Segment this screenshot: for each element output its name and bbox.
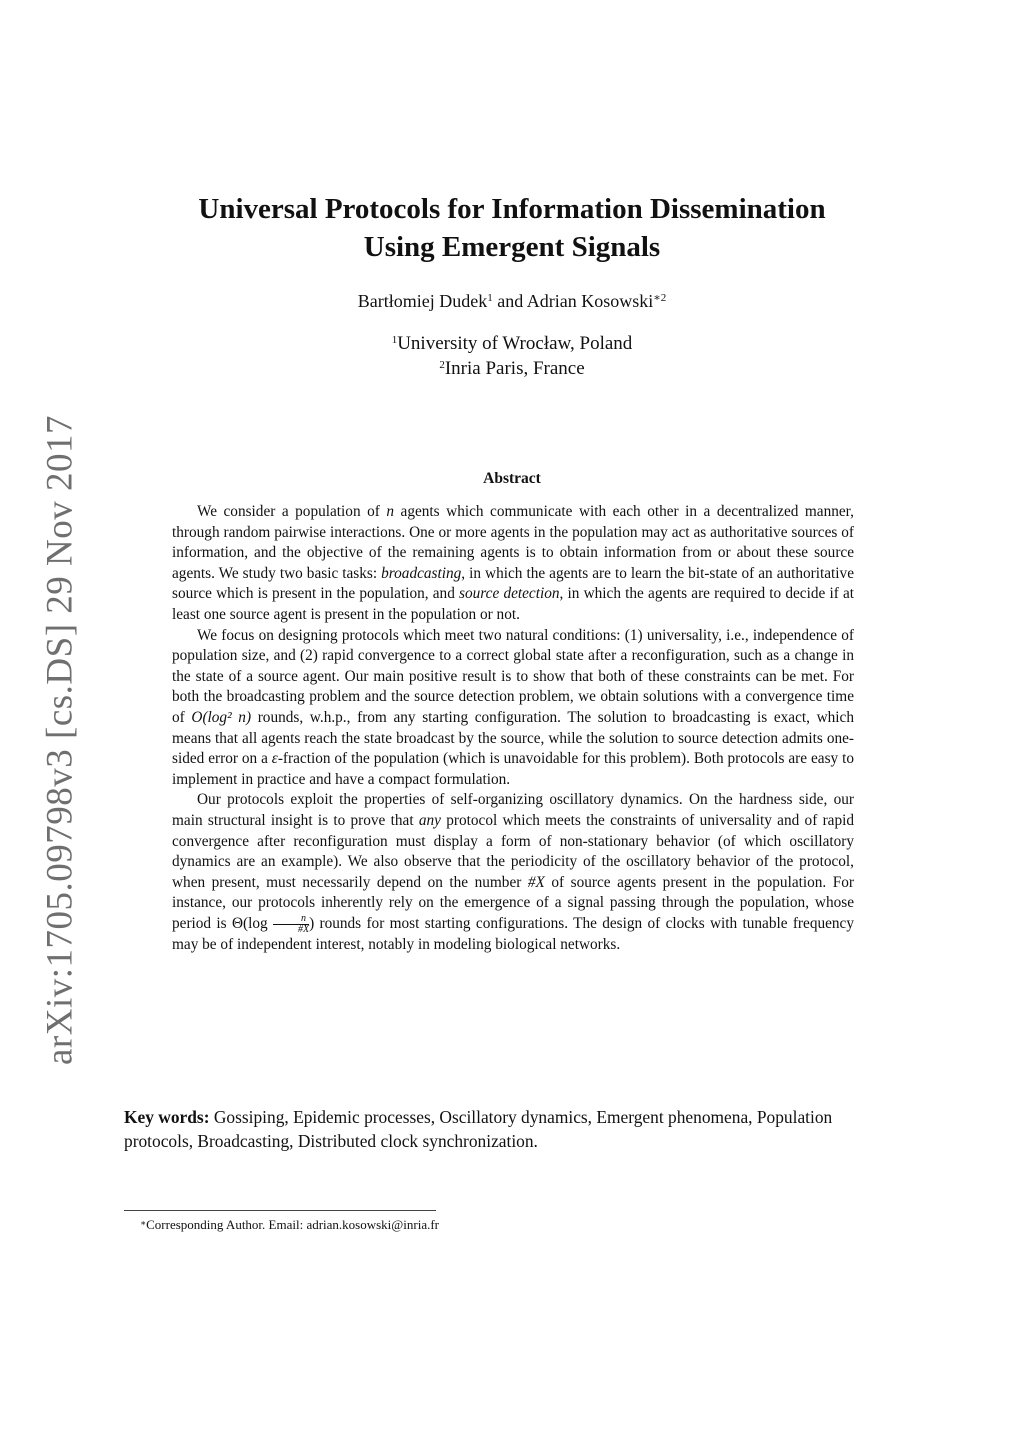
abstract-p3-text-d: rounds for most starting configurations. The design of clocks with tunable frequency may be of independent interest, notably in modeling biological networks. xyxy=(172,914,854,953)
math-epsilon: ε xyxy=(271,750,278,768)
footnote-rule xyxy=(124,1210,436,1211)
abstract-paragraph-2 xyxy=(172,626,854,791)
abstract-p3-text-c: of source agents present in the population. For instance, our protocols inherently rely on the emergence of a signal passing through the population, whose period is xyxy=(172,873,854,932)
abstract-body xyxy=(172,502,854,955)
math-number-x: #X xyxy=(527,873,545,891)
affiliation-1-mark: 1 xyxy=(391,334,398,346)
author-list xyxy=(0,288,1024,314)
title-line-1: Universal Protocols for Information Dissemination xyxy=(198,193,826,225)
math-n: n xyxy=(386,503,395,520)
emphasis-broadcasting: broadcasting xyxy=(381,564,462,582)
footnote-mark: ∗ xyxy=(140,1218,147,1228)
math-fraction xyxy=(273,914,309,935)
keywords xyxy=(124,1105,904,1153)
affiliations xyxy=(0,331,1024,381)
fraction-numerator: n xyxy=(301,912,306,924)
abstract-p1-text-d: , in which the agents are required to decide if at least one source agent is present in the population or not. xyxy=(172,585,855,623)
paper-title xyxy=(0,190,1024,266)
abstract-p2-text-b: rounds, w.h.p., from any starting configuration. The solution to broadcasting is exact, which means that all agents reach the state broadcast by the source, while the solution to source detection admits one-sided error on a xyxy=(172,708,854,768)
affiliation-1 xyxy=(0,331,1024,356)
title-line-2: Using Emergent Signals xyxy=(363,231,661,263)
abstract-heading: Abstract xyxy=(483,470,541,487)
arxiv-id-text: arXiv:1705.09798v3 [cs.DS] 29 Nov 2017 xyxy=(39,414,81,1066)
abstract-p1-text-c: , in which the agents are to learn the bit-state of an authoritative source which is present in the population, and xyxy=(172,564,854,603)
affiliation-2-mark: 2 xyxy=(439,359,445,371)
fraction-denominator: #X xyxy=(273,924,309,935)
author-1-mark: 1 xyxy=(487,292,493,304)
author-conjunction: and xyxy=(497,291,524,311)
abstract-p1-text-b: agents which communicate with each other in a decentralized manner, through random pairwise interactions. One or more agents in the population may act as authoritative sources of information, and the objective of the remaining agents is to obtain information from or about these source agents. We study two basic tasks: xyxy=(172,503,854,582)
affiliation-1-name: University of Wrocław, Poland xyxy=(397,333,633,354)
abstract-p1-text-a: We consider a population of xyxy=(197,503,387,520)
abstract-p2-text-a: We focus on designing protocols which meet two natural conditions: (1) universality, i.e., independence of population size, and (2) rapid convergence to a correct global state after a reconfiguration, such as a change in the state of a source agent. Our main positive result is to show that both of these constraints can be met. For both the broadcasting problem and the source detection problem, we obtain solutions with a convergence time of xyxy=(172,626,854,726)
emphasis-source-detection: source detection xyxy=(459,585,560,603)
keywords-label: Key words: xyxy=(124,1107,210,1127)
math-convergence-time: O(log² n) xyxy=(191,708,252,726)
author-2: Adrian Kosowski xyxy=(526,291,654,311)
affiliation-2-name: Inria Paris, France xyxy=(444,358,585,379)
keywords-text: Gossiping, Epidemic processes, Oscillatory dynamics, Emergent phenomena, Population protocols, Broadcasting, Distributed clock synchronization. xyxy=(124,1107,833,1151)
author-1: Bartłomiej Dudek xyxy=(357,291,488,311)
emphasis-any: any xyxy=(418,811,441,829)
math-theta-close: ) xyxy=(309,914,315,932)
abstract-p2-text-c: -fraction of the population (which is unavoidable for this problem). Both protocols are easy to implement in practice and have a compact formulation. xyxy=(172,750,854,788)
abstract-p3-text-b: protocol which meets the constraints of universality and of rapid convergence after reconfiguration must display a form of non-stationary behavior (of which oscillatory dynamics are an example). We also observe that the periodicity of the oscillatory behavior of the protocol, when present, must necessarily depend on the number xyxy=(172,811,855,891)
footnote xyxy=(140,1216,439,1234)
footnote-text: Corresponding Author. Email: adrian.kosowski@inria.fr xyxy=(146,1217,439,1232)
abstract-p3-text-a: Our protocols exploit the properties of self-organizing oscillatory dynamics. On the hardness side, our main structural insight is to prove that xyxy=(172,791,854,829)
math-theta-open: Θ(log xyxy=(231,914,273,932)
affiliation-2 xyxy=(0,356,1024,381)
abstract-paragraph-3 xyxy=(172,790,854,955)
author-2-mark: ∗2 xyxy=(653,292,667,304)
abstract-paragraph-1 xyxy=(172,502,854,626)
